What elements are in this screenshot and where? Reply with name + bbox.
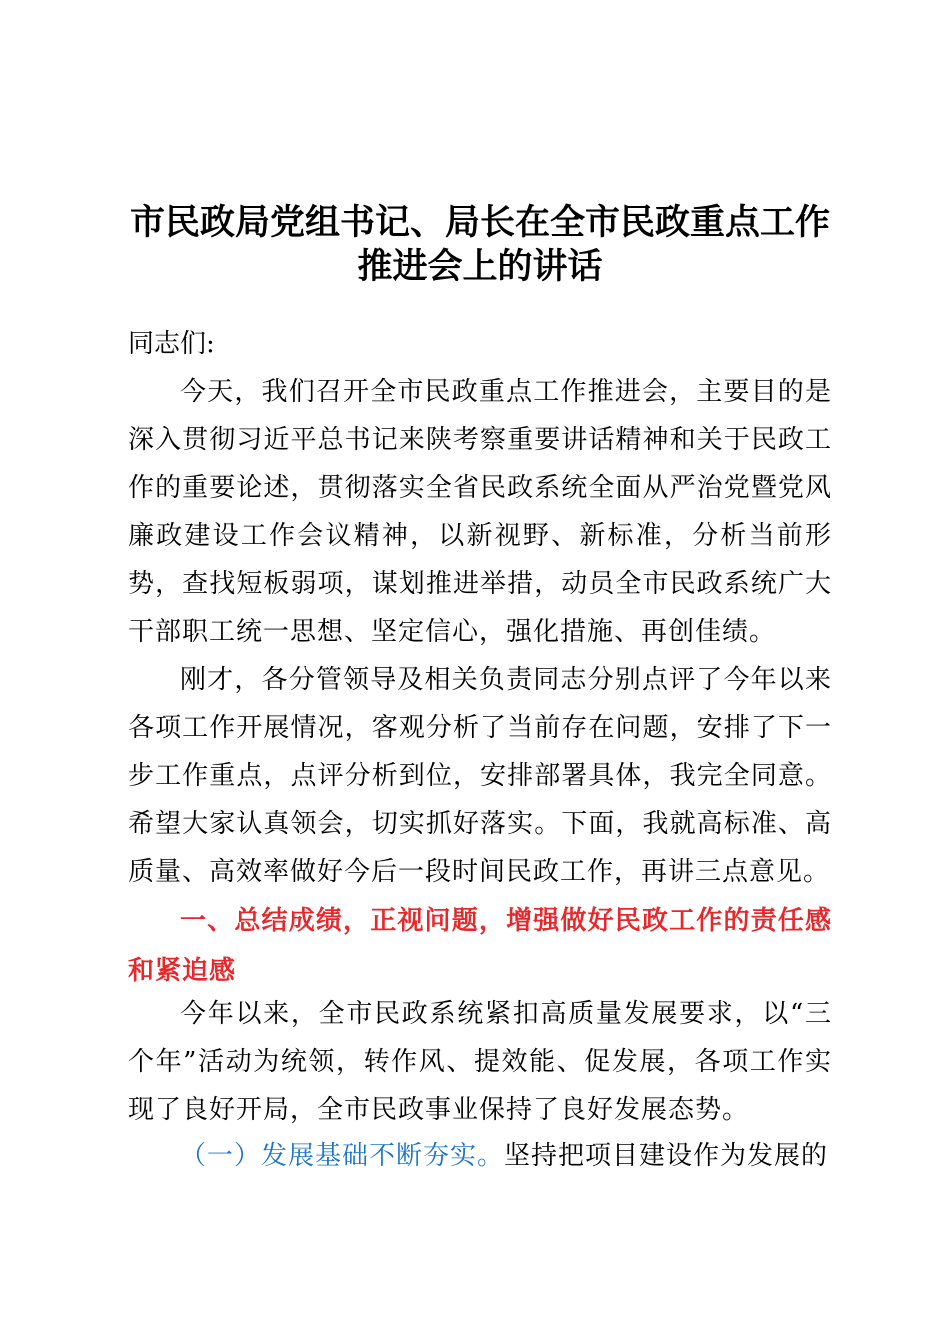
paragraph-4-line [128,1132,832,1180]
paragraph-3-text: 今年以来，全市民政系统紧扣高质量发展要求，以“三个年”活动为统领，转作风、提效能、促发展，各项工作实现了良好开局，全市民政事业保持了良好发展态势。 [128,999,832,1125]
paragraph-2-text: 刚才，各分管领导及相关负责同志分别点评了今年以来各项工作开展情况，客观分析了当前存在问题，安排了下一步工作重点，点评分析到位，安排部署具体，我完全同意。希望大家认真领会，切实抓好落实。下面，我就高标准、高质量、高效率做好今后一段时间民政工作，再讲三点意见。 [128,665,832,887]
paragraph-4-text: 坚持把项目建设作为发展的 [504,1141,829,1171]
document-title-line-1: 市民政局党组书记、局长在全市民政重点工作 [129,202,830,243]
paragraph-1 [128,368,832,656]
section-1-heading-text: 一、总结成绩，正视问题，增强做好民政工作的责任感和紧迫感 [128,906,832,986]
salutation: 同志们: [128,329,215,359]
paragraph-4 [128,1132,832,1180]
paragraph-2 [128,656,832,896]
paragraph-3 [128,990,832,1134]
subsection-1-heading: （一）发展基础不断夯实。 [180,1141,505,1171]
paragraph-1-text: 今天，我们召开全市民政重点工作推进会，主要目的是深入贯彻习近平总书记来陕考察重要讲话精神和关于民政工作的重要论述，贯彻落实全省民政系统全面从严治党暨党风廉政建设工作会议精神，以新视野、新标准，分析当前形势，查找短板弱项，谋划推进举措，动员全市民政系统广大干部职工统一思想、坚定信心，强化措施、再创佳绩。 [128,377,832,647]
section-1-heading [128,896,832,996]
document-title-line-2: 推进会上的讲话 [357,246,603,287]
